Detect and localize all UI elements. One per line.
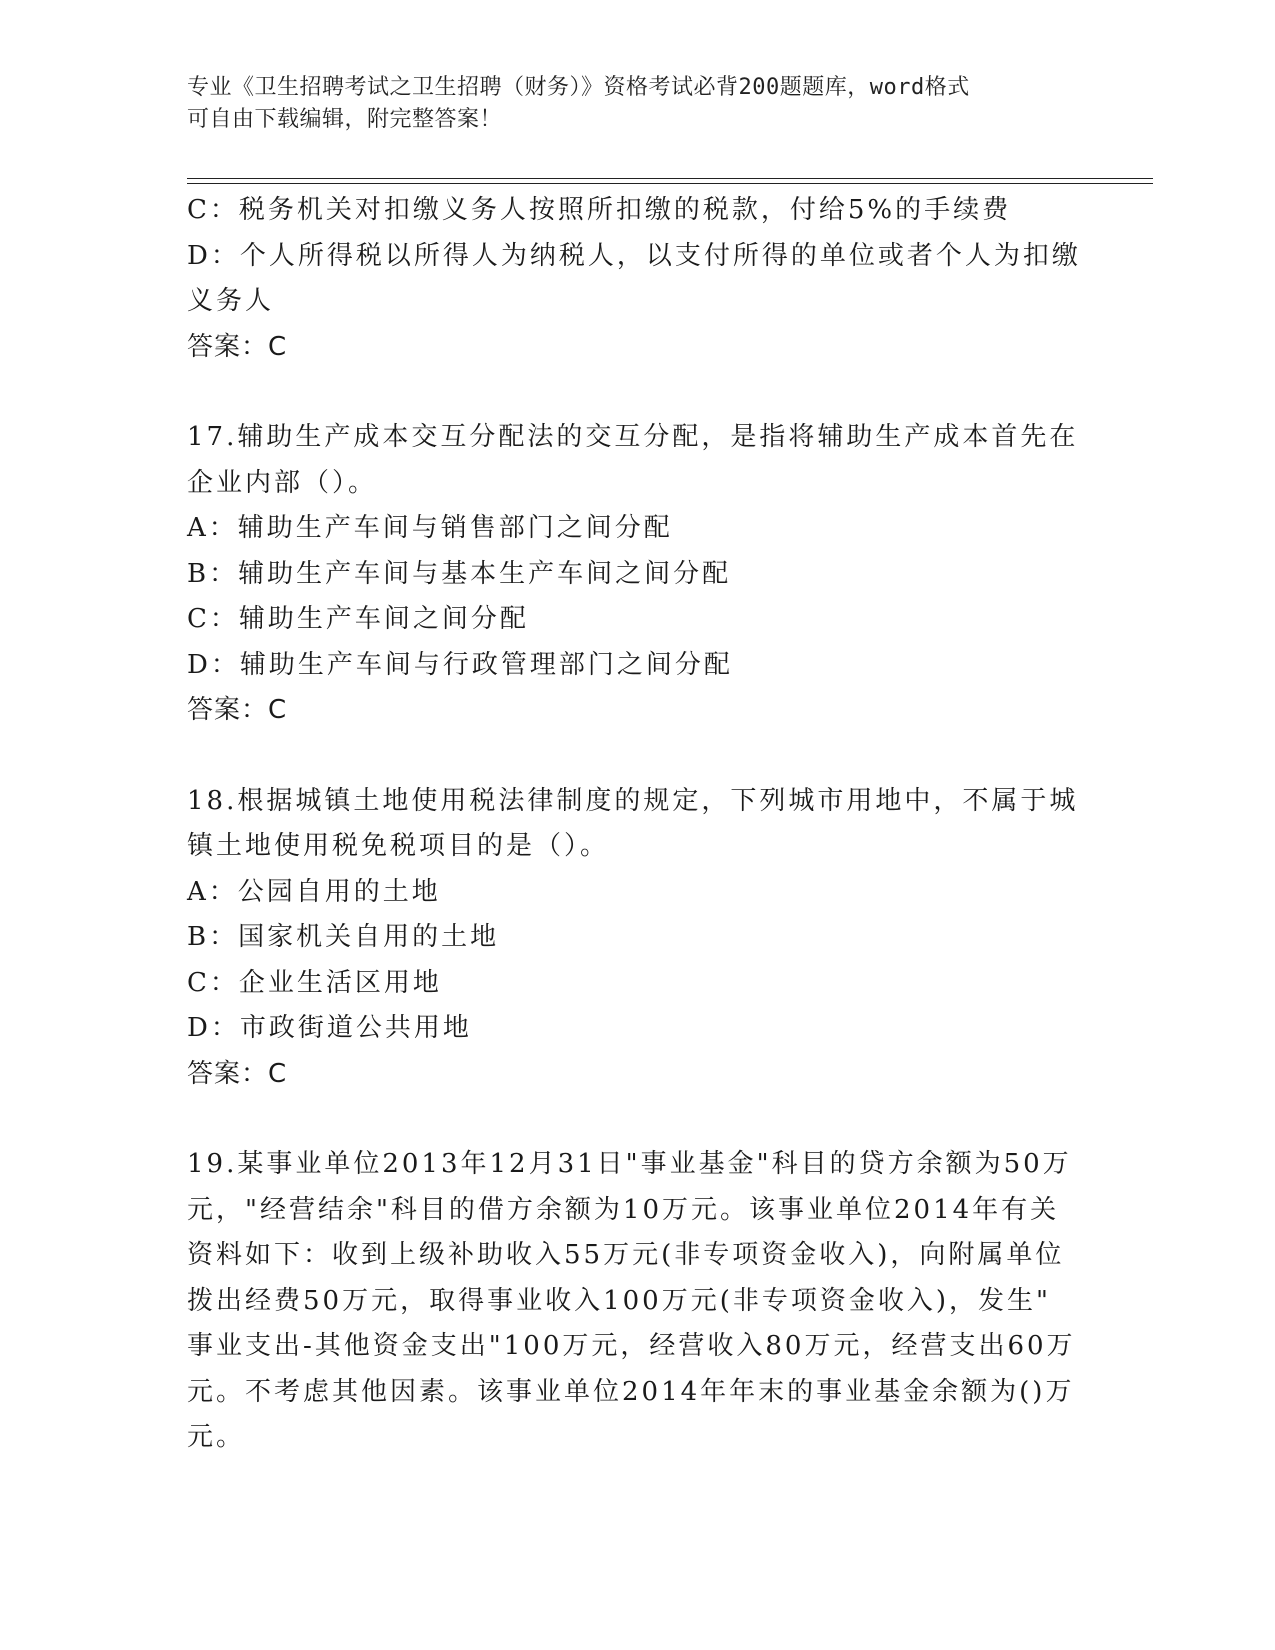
question-stem-continued: 元，"经营结余"科目的借方余额为10万元。该事业单位2014年有关 bbox=[187, 1194, 1060, 1225]
answer: 答案：C bbox=[187, 695, 288, 725]
option-c: C：企业生活区用地 bbox=[187, 967, 442, 998]
option-a: A：公园自用的土地 bbox=[187, 876, 441, 907]
question-stem-continued: 资料如下：收到上级补助收入55万元(非专项资金收入)，向附属单位 bbox=[187, 1240, 1065, 1270]
question-stem-continued: 企业内部（）。 bbox=[187, 467, 378, 498]
header-divider-top bbox=[187, 178, 1153, 179]
document-header bbox=[187, 72, 1067, 136]
question-stem-continued: 元。不考虑其他因素。该事业单位2014年年末的事业基金余额为()万 bbox=[187, 1376, 1075, 1407]
question-stem: 19.某事业单位2013年12月31日"事业基金"科目的贷方余额为50万 bbox=[187, 1149, 1072, 1179]
question-stem-continued: 事业支出-其他资金支出"100万元，经营收入80万元，经营支出60万 bbox=[187, 1331, 1076, 1361]
document-body bbox=[187, 188, 1087, 1461]
question-stem: 17.辅助生产成本交互分配法的交互分配，是指将辅助生产成本首先在 bbox=[187, 422, 1079, 452]
option-c: C：税务机关对扣缴义务人按照所扣缴的税款，付给5%的手续费 bbox=[187, 195, 1012, 225]
question-16-tail bbox=[187, 188, 1087, 370]
answer: 答案：C bbox=[187, 331, 288, 362]
option-b: B：国家机关自用的土地 bbox=[187, 922, 500, 952]
question-stem: 18.根据城镇土地使用税法律制度的规定，下列城市用地中，不属于城 bbox=[187, 785, 1079, 816]
option-b: B：辅助生产车间与基本生产车间之间分配 bbox=[187, 558, 732, 589]
option-d: D：市政街道公共用地 bbox=[187, 1013, 472, 1043]
option-c: C：辅助生产车间之间分配 bbox=[187, 604, 529, 634]
question-stem-continued: 拨出经费50万元，取得事业收入100万元(非专项资金收入)，发生" bbox=[187, 1285, 1051, 1316]
question-17 bbox=[187, 415, 1087, 734]
option-d: D：个人所得税以所得人为纳税人，以支付所得的单位或者个人为扣缴 bbox=[187, 240, 1081, 271]
question-stem-continued: 镇土地使用税免税项目的是（）。 bbox=[187, 831, 610, 861]
question-stem-continued: 元。 bbox=[187, 1422, 246, 1452]
header-title-line-1: 专业《卫生招聘考试之卫生招聘（财务）》资格考试必背200题题库，word格式 bbox=[187, 75, 970, 100]
answer: 答案：C bbox=[187, 1058, 288, 1089]
header-divider-bottom bbox=[187, 183, 1153, 184]
option-d-continued: 义务人 bbox=[187, 286, 275, 316]
header-title-line-2: 可自由下载编辑，附完整答案！ bbox=[187, 107, 503, 132]
option-a: A：辅助生产车间与销售部门之间分配 bbox=[187, 513, 673, 543]
option-d: D：辅助生产车间与行政管理部门之间分配 bbox=[187, 649, 733, 680]
question-18 bbox=[187, 779, 1087, 1098]
question-19 bbox=[187, 1142, 1087, 1461]
